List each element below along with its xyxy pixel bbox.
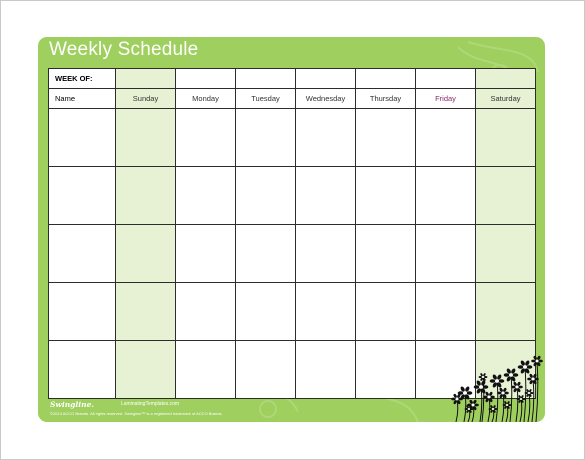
schedule-cell-monday[interactable] <box>176 341 236 399</box>
week-of-cell-saturday[interactable] <box>476 69 536 89</box>
schedule-cell-tuesday[interactable] <box>236 341 296 399</box>
week-of-cell-sunday[interactable] <box>116 69 176 89</box>
day-header-friday: Friday <box>416 89 476 109</box>
day-header-wednesday: Wednesday <box>296 89 356 109</box>
schedule-row <box>49 109 536 167</box>
schedule-row <box>49 225 536 283</box>
schedule-cell-friday[interactable] <box>416 109 476 167</box>
week-of-cell-tuesday[interactable] <box>236 69 296 89</box>
name-column-header: Name <box>49 89 116 109</box>
name-cell[interactable] <box>49 109 116 167</box>
day-header-sunday: Sunday <box>116 89 176 109</box>
schedule-cell-saturday[interactable] <box>476 167 536 225</box>
schedule-cell-sunday[interactable] <box>116 341 176 399</box>
week-of-cell-friday[interactable] <box>416 69 476 89</box>
week-of-row <box>49 69 536 89</box>
flower-cluster-icon <box>447 347 545 422</box>
schedule-cell-friday[interactable] <box>416 283 476 341</box>
schedule-cell-monday[interactable] <box>176 167 236 225</box>
schedule-cell-tuesday[interactable] <box>236 167 296 225</box>
name-cell[interactable] <box>49 167 116 225</box>
schedule-cell-sunday[interactable] <box>116 225 176 283</box>
schedule-cell-thursday[interactable] <box>356 341 416 399</box>
schedule-cell-sunday[interactable] <box>116 283 176 341</box>
day-header-monday: Monday <box>176 89 236 109</box>
name-cell[interactable] <box>49 283 116 341</box>
day-header-saturday: Saturday <box>476 89 536 109</box>
footer-copyright: ©2013 ACCO Brands. All rights reserved. Swingline™ is a registered trademark of ACCO Brands. <box>50 411 223 416</box>
week-of-label: WEEK OF: <box>49 69 116 89</box>
schedule-cell-thursday[interactable] <box>356 167 416 225</box>
schedule-cell-sunday[interactable] <box>116 109 176 167</box>
schedule-cell-saturday[interactable] <box>476 109 536 167</box>
schedule-cell-monday[interactable] <box>176 225 236 283</box>
footer-url[interactable]: LaminatingTemplates.com <box>121 401 180 407</box>
schedule-cell-thursday[interactable] <box>356 283 416 341</box>
schedule-cell-monday[interactable] <box>176 283 236 341</box>
week-of-cell-monday[interactable] <box>176 69 236 89</box>
swingline-logo: Swingline. <box>50 400 94 409</box>
schedule-cell-wednesday[interactable] <box>296 225 356 283</box>
schedule-cell-wednesday[interactable] <box>296 109 356 167</box>
schedule-cell-tuesday[interactable] <box>236 283 296 341</box>
week-of-cell-thursday[interactable] <box>356 69 416 89</box>
week-of-cell-wednesday[interactable] <box>296 69 356 89</box>
name-cell[interactable] <box>49 225 116 283</box>
schedule-cell-tuesday[interactable] <box>236 225 296 283</box>
page-title: Weekly Schedule <box>49 39 199 60</box>
schedule-row <box>49 167 536 225</box>
schedule-cell-tuesday[interactable] <box>236 109 296 167</box>
schedule-cell-wednesday[interactable] <box>296 341 356 399</box>
name-cell[interactable] <box>49 341 116 399</box>
schedule-row <box>49 283 536 341</box>
schedule-card <box>38 37 545 422</box>
schedule-cell-wednesday[interactable] <box>296 283 356 341</box>
schedule-cell-friday[interactable] <box>416 225 476 283</box>
schedule-cell-saturday[interactable] <box>476 283 536 341</box>
header-row <box>49 89 536 109</box>
schedule-cell-friday[interactable] <box>416 167 476 225</box>
schedule-cell-wednesday[interactable] <box>296 167 356 225</box>
schedule-cell-monday[interactable] <box>176 109 236 167</box>
schedule-cell-thursday[interactable] <box>356 109 416 167</box>
schedule-cell-thursday[interactable] <box>356 225 416 283</box>
schedule-cell-sunday[interactable] <box>116 167 176 225</box>
day-header-tuesday: Tuesday <box>236 89 296 109</box>
day-header-thursday: Thursday <box>356 89 416 109</box>
schedule-cell-saturday[interactable] <box>476 225 536 283</box>
